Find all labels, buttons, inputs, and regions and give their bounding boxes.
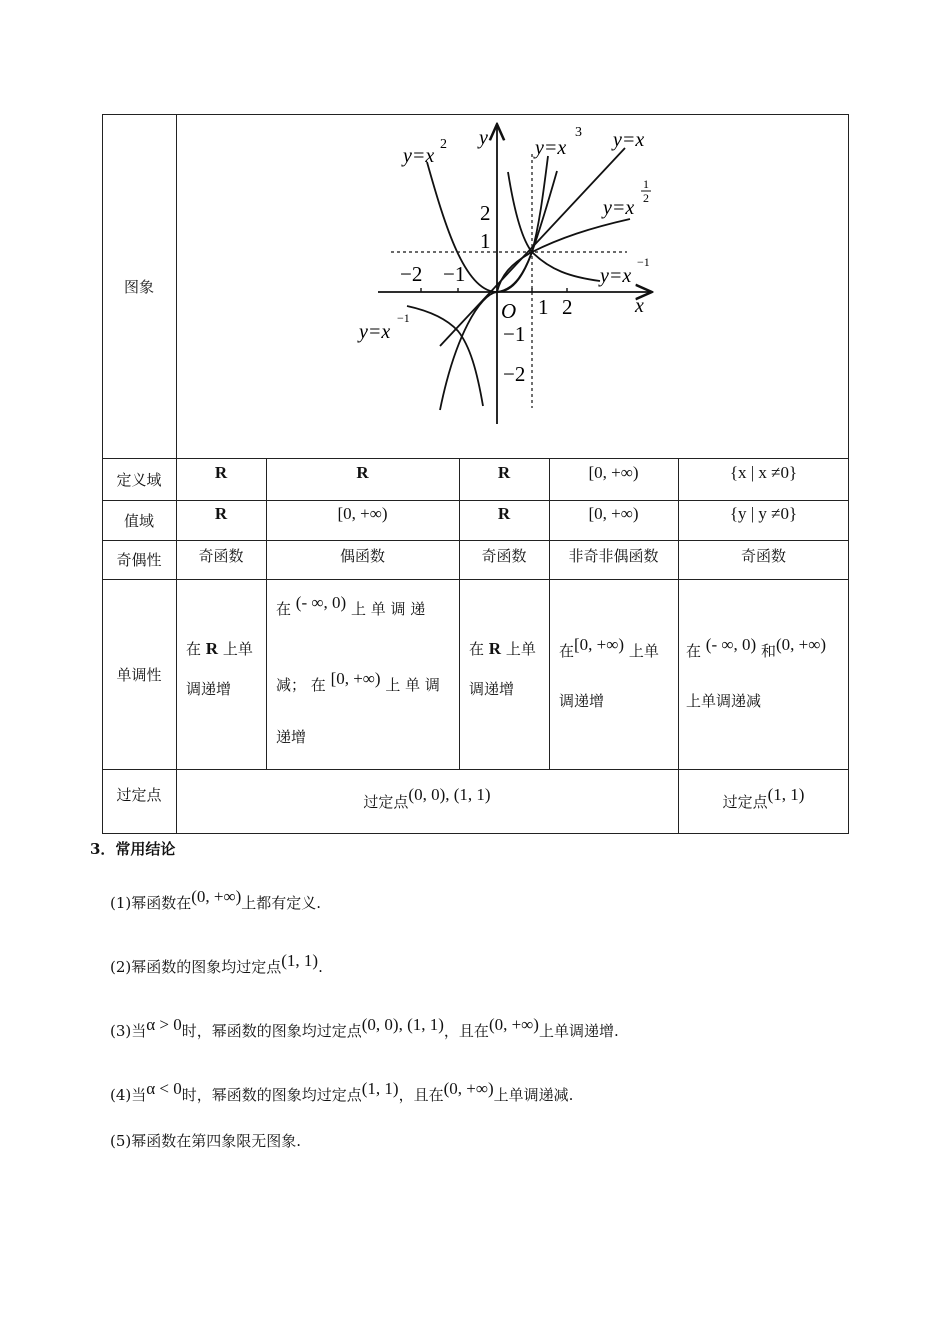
power-function-graph [345, 116, 675, 428]
domain-cell: R [497, 463, 511, 482]
row-label-fixed-point: 过定点 [116, 785, 162, 804]
y-axis-label: y [479, 127, 488, 149]
row-label-range: 值域 [123, 511, 154, 530]
tick-label: −1 [443, 262, 466, 286]
conclusion-item-1: (1)幂函数在(0, +∞)上都有定义. [110, 887, 322, 912]
range-cell: [0, +∞) [588, 504, 639, 523]
section-heading: 3．常用结论 [90, 840, 176, 858]
conclusion-item-3: (3)当α > 0时，幂函数的图象均过定点(0, 0), (1, 1)，且在(0, +∞)上单调递增. [110, 1015, 619, 1040]
monotonicity-cell-1: 在 R 上单 调递增 [186, 639, 253, 698]
fixed-point-cell-left: 过定点 (0, 0), (1, 1) [363, 785, 491, 811]
monotonicity-cell-5: 在 (- ∞, 0) 和(0, +∞) 上单调递减 [686, 635, 826, 710]
range-cell: {y | y ≠0} [729, 504, 798, 523]
label-x-half-exp-num: 1 [643, 177, 649, 191]
table-divider [102, 579, 849, 580]
tick-label: 1 [538, 295, 549, 319]
monotonicity-cell-2: 在 (- ∞, 0) 上 单 调 递 减； 在 [0, +∞) 上 单 调 递增 [276, 593, 440, 746]
parity-cell: 偶函数 [339, 546, 385, 565]
tick-label: −1 [503, 322, 526, 346]
monotonicity-cell-4: 在[0, +∞) 上单 调递增 [559, 635, 659, 710]
domain-cell: {x | x ≠0} [729, 463, 798, 482]
x-axis-label: x [635, 295, 644, 317]
parity-cell: 奇函数 [481, 546, 527, 565]
row-label-monotonicity: 单调性 [116, 665, 162, 684]
range-cell: R [214, 504, 228, 523]
label-x-half: y=x [603, 197, 635, 219]
label-x-inv-left-exp: −1 [397, 311, 410, 325]
domain-cell: [0, +∞) [588, 463, 639, 482]
domain-cell: R [214, 463, 228, 482]
label-x: y=x [613, 129, 645, 151]
parity-cell: 奇函数 [198, 546, 244, 565]
label-x-inv-left: y=x [359, 321, 391, 343]
label-x-squared-exp: 2 [440, 137, 447, 152]
label-x-half-exp-den: 2 [643, 191, 649, 205]
tick-label: 1 [480, 229, 491, 253]
range-cell: [0, +∞) [337, 504, 388, 523]
row-label-domain: 定义域 [116, 470, 162, 489]
tick-label: 2 [562, 295, 573, 319]
range-cell: R [497, 504, 511, 523]
label-x-squared: y=x [403, 145, 435, 167]
tick-label: −2 [400, 262, 423, 286]
conclusion-item-4: (4)当α < 0时，幂函数的图象均过定点(1, 1)，且在(0, +∞)上单调递减. [110, 1079, 574, 1104]
domain-cell: R [356, 463, 369, 482]
tick-label: 2 [480, 201, 491, 225]
parity-cell: 奇函数 [740, 546, 786, 565]
row-label-graph: 图象 [123, 277, 154, 296]
fixed-point-cell-right: 过定点 (1, 1) [722, 785, 805, 811]
label-x-inv-right-exp: −1 [637, 255, 650, 269]
label-x-cubed: y=x [535, 137, 567, 159]
row-label-parity: 奇偶性 [116, 551, 162, 569]
label-x-inv-right: y=x [600, 265, 632, 287]
conclusion-item-2: (2)幂函数的图象均过定点(1, 1). [110, 951, 323, 976]
origin-label: O [501, 299, 517, 323]
monotonicity-cell-3: 在 R 上单 调递增 [469, 639, 536, 698]
parity-cell: 非奇非偶函数 [568, 546, 659, 565]
conclusion-item-5: (5)幂函数在第四象限无图象. [110, 1132, 302, 1150]
label-x-cubed-exp: 3 [575, 125, 582, 140]
tick-label: −2 [503, 362, 526, 386]
